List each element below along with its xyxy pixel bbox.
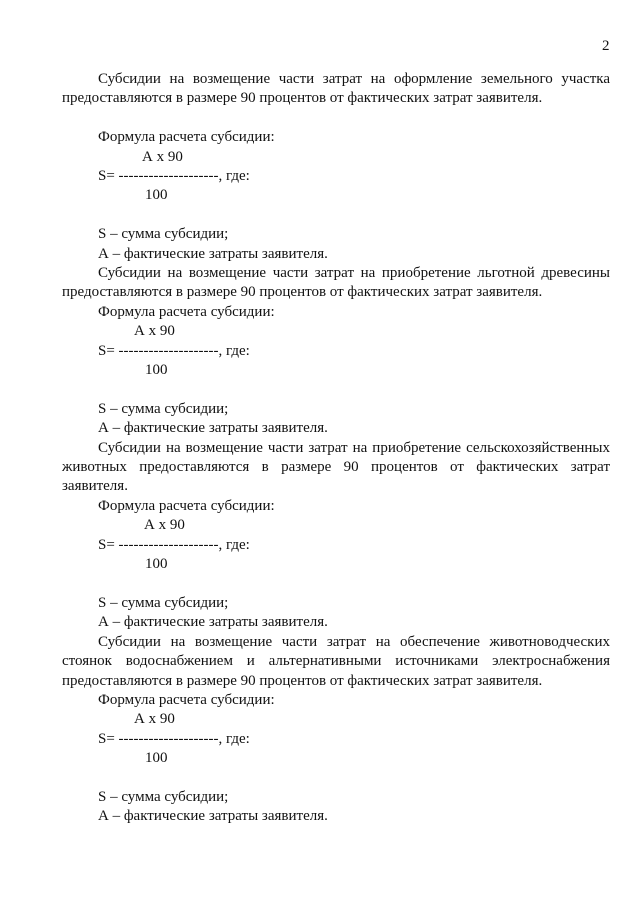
page-number: 2 — [602, 38, 610, 54]
definition-s: S – сумма субсидии; — [98, 226, 229, 243]
formula-equation: S= --------------------, где: — [98, 342, 250, 359]
definition-s: S – сумма субсидии; — [98, 788, 229, 805]
definition-s: S – сумма субсидии; — [98, 594, 229, 611]
paragraph-water-power: Субсидии на возмещение части затрат на обеспечение животноводческих стоянок водоснабжением и альтернативными источниками электроснабжения предоставляются в размере 90 процентов от фактических затрат заявителя. — [62, 633, 610, 689]
definition-a: А – фактические затраты заявителя. — [98, 245, 328, 262]
definition-s: S – сумма субсидии; — [98, 400, 229, 417]
formula-numerator: А х 90 — [144, 517, 185, 534]
formula-equation: S= --------------------, где: — [98, 168, 250, 185]
document-body — [62, 70, 610, 827]
formula-title: Формула расчета субсидии: — [98, 497, 275, 514]
formula-numerator: А х 90 — [142, 148, 183, 165]
paragraph-land-plot: Субсидии на возмещение части затрат на оформление земельного участка предоставляются в размере 90 процентов от фактических затрат заявителя. — [62, 71, 610, 107]
section-livestock — [62, 439, 610, 633]
formula-title: Формула расчета субсидии: — [98, 129, 275, 146]
section-water-power — [62, 633, 610, 827]
formula-denominator: 100 — [145, 187, 168, 204]
section-land-plot — [62, 70, 610, 264]
formula-equation: S= --------------------, где: — [98, 730, 250, 747]
paragraph-timber: Субсидии на возмещение части затрат на приобретение льготной древесины предоставляются в размере 90 процентов от фактических затрат заявителя. — [62, 265, 610, 301]
definition-a: А – фактические затраты заявителя. — [98, 614, 328, 631]
formula-denominator: 100 — [145, 556, 168, 573]
formula-numerator: А х 90 — [134, 323, 175, 340]
formula-title: Формула расчета субсидии: — [98, 691, 275, 708]
formula-denominator: 100 — [145, 750, 168, 767]
section-timber — [62, 264, 610, 439]
definition-a: А – фактические затраты заявителя. — [98, 808, 328, 825]
formula-numerator: А х 90 — [134, 711, 175, 728]
formula-equation: S= --------------------, где: — [98, 536, 250, 553]
definition-a: А – фактические затраты заявителя. — [98, 420, 328, 437]
paragraph-livestock: Субсидии на возмещение части затрат на приобретение сельскохозяйственных животных предоставляются в размере 90 процентов от фактических затрат заявителя. — [62, 439, 610, 495]
formula-title: Формула расчета субсидии: — [98, 303, 275, 320]
formula-denominator: 100 — [145, 362, 168, 379]
